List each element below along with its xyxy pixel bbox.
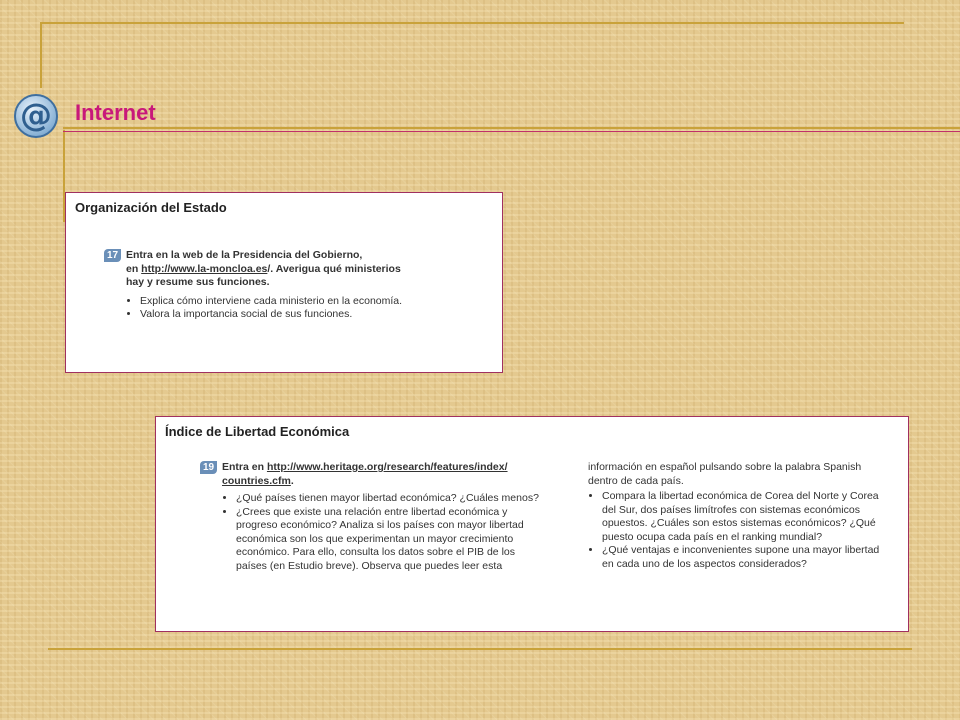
list-item: • Valora la importancia social de sus funciones. xyxy=(140,308,484,322)
header-underline xyxy=(63,131,960,132)
exercise-lead-suffix: . xyxy=(290,474,294,487)
exercise-17 xyxy=(104,249,484,322)
heritage-link-continuation[interactable]: countries.cfm xyxy=(222,474,291,487)
exercise-number-badge: 17 xyxy=(104,249,121,262)
list-item: • Compara la libertad económica de Corea del Norte y Corea del Sur, dos países limítrofes con sistemas económicos opuestos. ¿Cuáles son estos sistemas económicos? ¿Qué puesto ocupa cada país en el ranking mundial? xyxy=(602,490,888,544)
exercise-lead-suffix: /. Averigua qué ministerios xyxy=(267,262,401,275)
top-frame-line xyxy=(40,22,904,24)
exercise-19-left-column xyxy=(200,461,545,573)
panel-libertad-economica xyxy=(155,416,909,632)
panel-title: Organización del Estado xyxy=(75,200,227,215)
exercise-lead-line-1: Entra en la web de la Presidencia del Gobierno, xyxy=(126,249,363,261)
list-item: • ¿Qué países tienen mayor libertad económica? ¿Cuáles menos? xyxy=(236,492,545,506)
left-frame-line xyxy=(40,22,42,88)
right-column-intro: información en español pulsando sobre la palabra Spanish dentro de cada país. xyxy=(588,461,862,487)
bottom-frame-line xyxy=(48,648,912,650)
panel-title: Índice de Libertad Económica xyxy=(165,424,350,439)
at-sign-icon xyxy=(12,92,60,140)
exercise-bullet-list xyxy=(200,492,545,573)
moncloa-link[interactable]: http://www.la-moncloa.es xyxy=(141,262,268,275)
heritage-link[interactable]: http://www.heritage.org/research/features/index/ xyxy=(266,461,508,473)
exercise-bullet-list xyxy=(588,490,888,571)
panel-organizacion-estado xyxy=(65,192,503,373)
exercise-lead-prefix: Entra en xyxy=(222,461,267,473)
list-item: • Explica cómo interviene cada ministerio en la economía. xyxy=(140,295,484,309)
list-item: • ¿Crees que existe una relación entre libertad económica y progreso económico? Analiza si los países con mayor libertad económica son los que experimentan un mayor crecimiento económico. Para ello, consulta los datos sobre el PIB de los países (en Estudio breve). Observa que puedes leer esta xyxy=(236,506,545,574)
page-title: Internet xyxy=(75,100,156,125)
exercise-number-badge: 19 xyxy=(200,461,217,474)
exercise-19-right-column xyxy=(588,461,888,571)
list-item: • ¿Qué ventajas e inconvenientes supone una mayor libertad en cada uno de los aspectos considerados? xyxy=(602,544,888,571)
header-underline-gold xyxy=(63,127,960,129)
exercise-lead-line-3: hay y resume sus funciones. xyxy=(126,276,270,288)
svg-text:@: @ xyxy=(20,96,52,134)
exercise-lead-prefix: en xyxy=(126,262,142,275)
exercise-bullet-list xyxy=(104,295,484,322)
